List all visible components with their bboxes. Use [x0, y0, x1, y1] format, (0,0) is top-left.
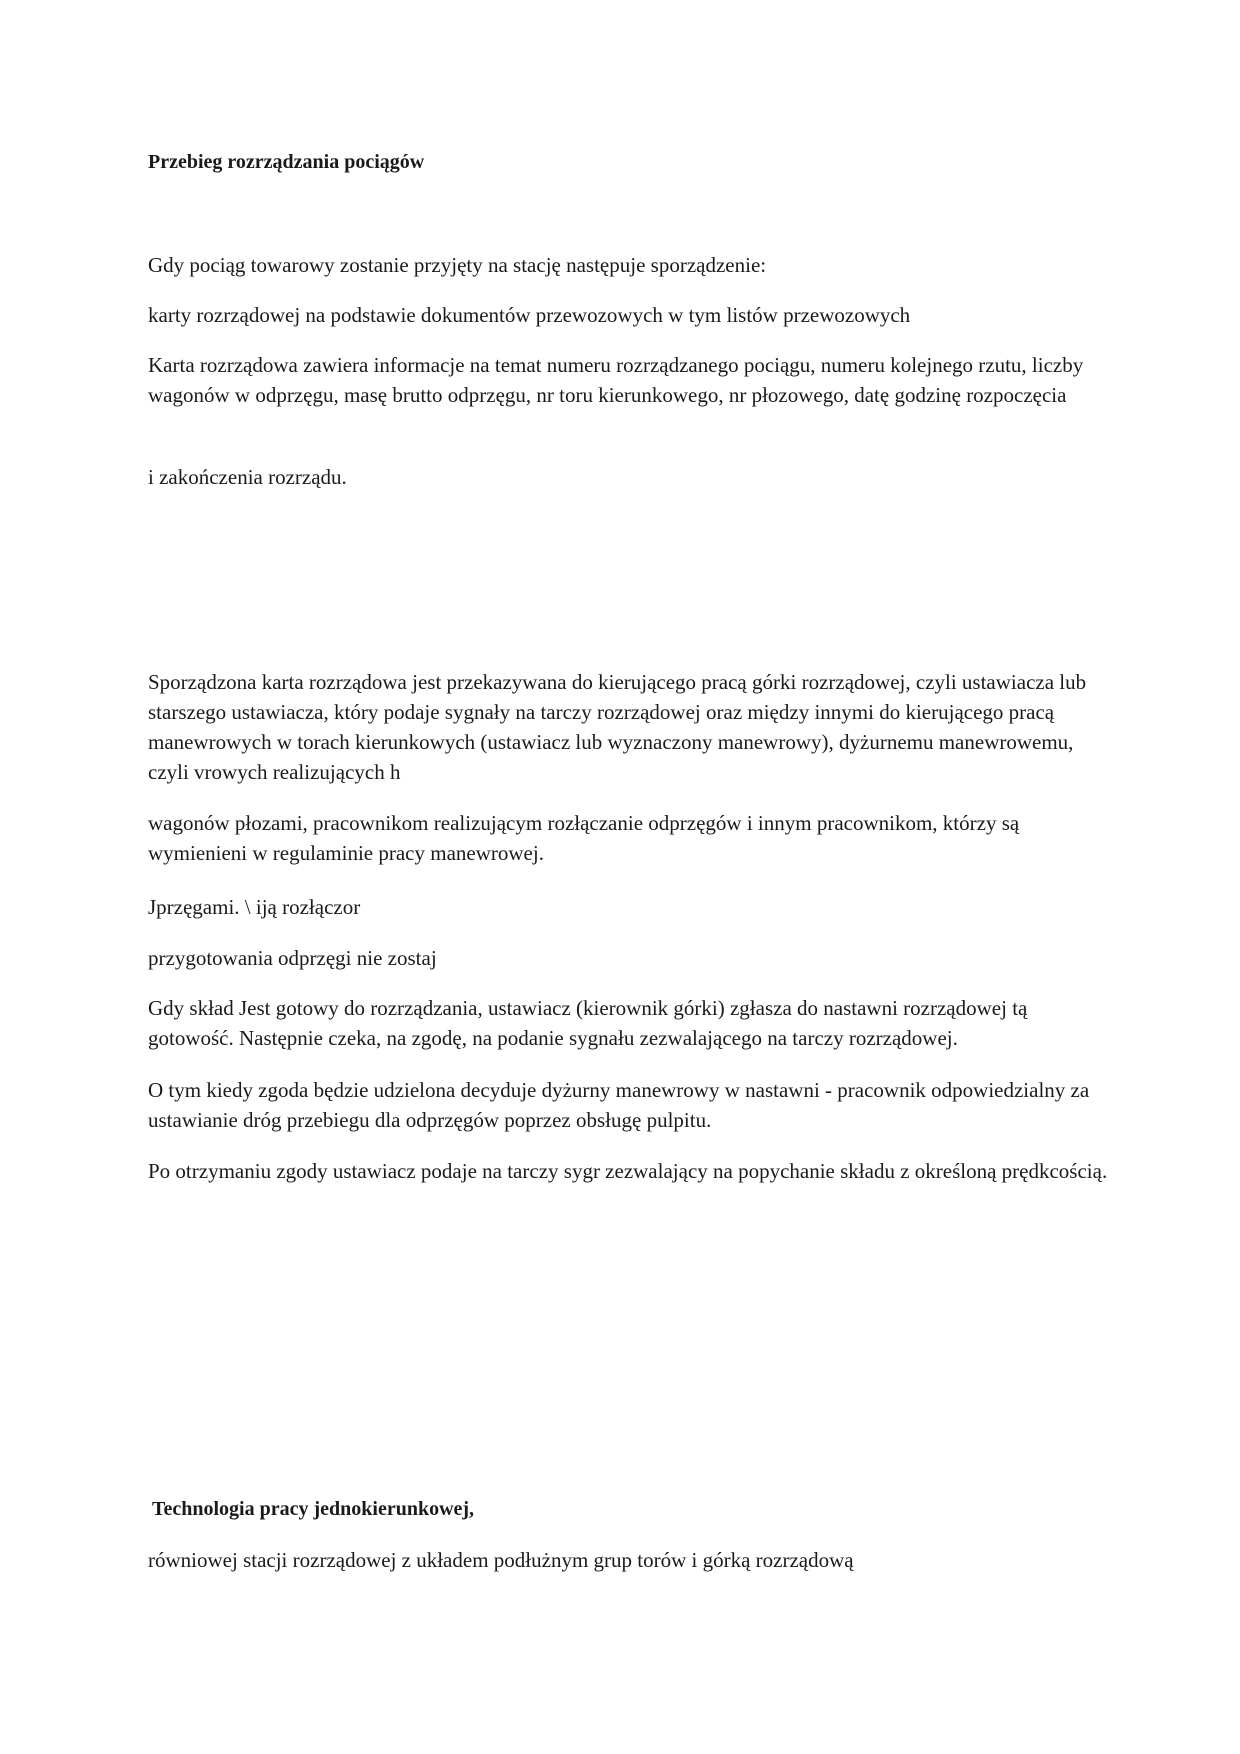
paragraph-2: karty rozrządowej na podstawie dokumentów przewozowych w tym listów przewozowych	[148, 303, 911, 327]
paragraph-10: O tym kiedy zgoda będzie udzielona decyduje dyżurny manewrowy w nastawni - pracownik odpowiedzialny za ustawianie dróg przebiegu dla odprzęgów poprzez obsługę pulpitu.	[148, 1078, 1090, 1132]
paragraph-1: Gdy pociąg towarowy zostanie przyjęty na stację następuje sporządzenie:	[148, 253, 767, 277]
paragraph-7: Jprzęgami. \ iją rozłączor	[148, 895, 361, 919]
paragraph-11: Po otrzymaniu zgody ustawiacz podaje na tarczy sygr zezwalający na popychanie składu z określoną prędkcością.	[148, 1159, 1108, 1183]
paragraph-5: Sporządzona karta rozrządowa jest przekazywana do kierującego pracą górki rozrządowej, czyli ustawiacza lub starszego ustawiacza, który podaje sygnały na tarczy rozrządowej oraz między innymi do kierującego pracą manewrowych w torach kierunkowych (ustawiacz lub wyznaczony manewrowy), dyżurnemu manewrowemu, czyli vrowych realizujących h	[148, 670, 1087, 784]
paragraph-8: przygotowania odprzęgi nie zostaj	[148, 946, 437, 970]
closing-line: równiowej stacji rozrządowej z układem podłużnym grup torów i górką rozrządową	[148, 1548, 854, 1572]
paragraph-6: wagonów płozami, pracownikom realizującym rozłączanie odprzęgów i innym pracownikom, którzy są wymienieni w regulaminie pracy manewrowej.	[148, 811, 1020, 865]
document-title: Przebieg rozrządzania pociągów	[148, 151, 425, 173]
paragraph-9: Gdy skład Jest gotowy do rozrządzania, ustawiacz (kierownik górki) zgłasza do nastawni rozrządowej tą gotowość. Następnie czeka, na zgodę, na podanie sygnału zezwalającego na tarczy rozrządowej.	[148, 996, 1028, 1050]
paragraph-4: i zakończenia rozrządu.	[148, 465, 347, 489]
paragraph-3: Karta rozrządowa zawiera informacje na temat numeru rozrządzanego pociągu, numeru kolejnego rzutu, liczby wagonów w odprzęgu, masę brutto odprzęgu, nr toru kierunkowego, nr płozowego, datę godzinę rozpoczęcia	[148, 353, 1084, 407]
section-subtitle: Technologia pracy jednokierunkowej,	[152, 1498, 475, 1520]
